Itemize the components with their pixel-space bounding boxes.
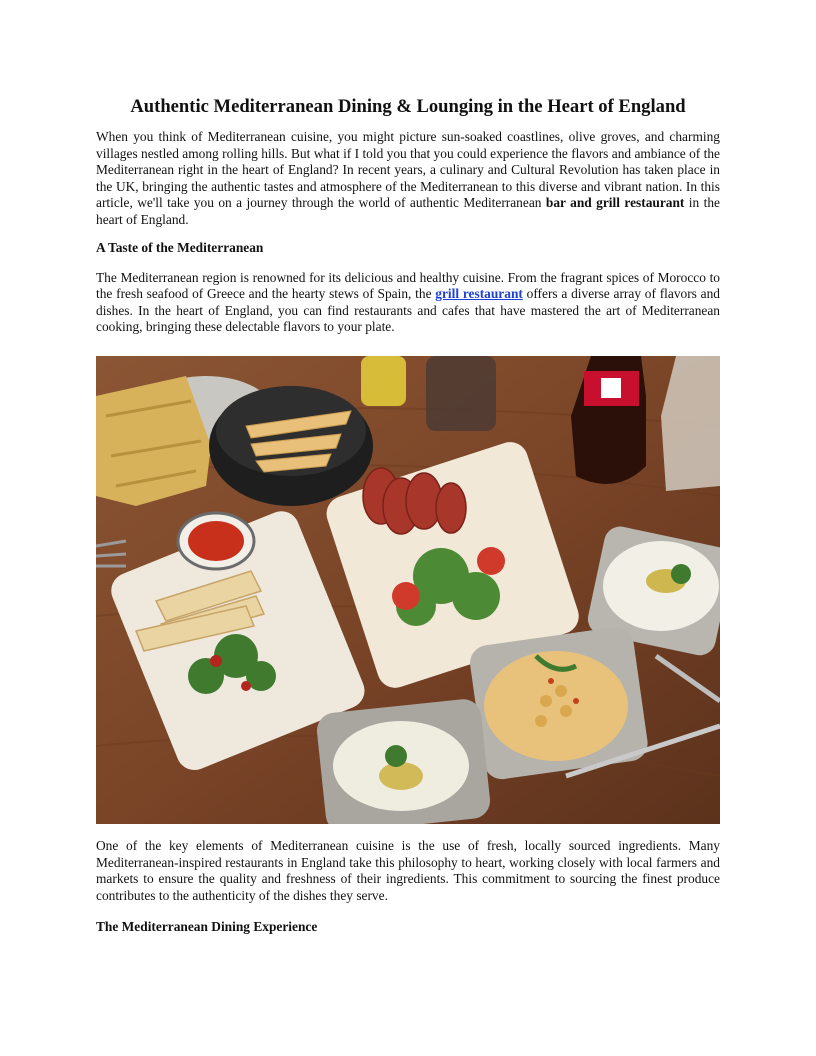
section-heading-taste: A Taste of the Mediterranean bbox=[96, 239, 264, 255]
intro-paragraph bbox=[96, 129, 720, 229]
section-heading-dining: The Mediterranean Dining Experience bbox=[96, 919, 318, 934]
food-photo bbox=[96, 356, 720, 824]
intro-bold: bar and grill restaurant bbox=[545, 195, 685, 211]
taste-paragraph bbox=[96, 270, 720, 336]
taste-text-before: The Mediterranean region is renowned for its delicious and healthy cuisine. From the fragrant spices of Morocco to the fresh seafood of Greece and the hearty stews of Spain, the bbox=[96, 269, 720, 302]
intro-tail: in the heart of England. bbox=[96, 195, 721, 227]
page-title: Authentic Mediterranean Dining & Lounging in the Heart of England bbox=[130, 96, 686, 117]
taste-text-after: offers a diverse array of flavors and dishes. In the heart of England, you can find restaurants and cafes that have mastered the art of Mediterranean cooking, bringing these delectable flavors to your plate. bbox=[96, 286, 720, 335]
grill-restaurant-link[interactable]: grill restaurant bbox=[435, 286, 523, 302]
intro-text: When you think of Mediterranean cuisine, you might picture sun-soaked coastlines, olive groves, and charming villages nestled among rolling hills. But what if I told you that you could experience the flavors and ambiance of the Mediterranean right in the heart of England? In recent years, a culinary and Cultural Revolution has taken place in the UK, bringing the authentic tastes and atmosphere of the Mediterranean to this diverse and vibrant nation. In this article, we'll take you on a journey through the world of authentic Mediterranean bbox=[96, 129, 720, 211]
sourcing-paragraph: One of the key elements of Mediterranean cuisine is the use of fresh, locally sourced ingredients. Many Mediterranean-inspired restaurants in England take this philosophy to heart, working closely with local farmers and markets to ensure the quality and freshness of their ingredients. This commitment to sourcing the finest produce contributes to the authenticity of the dishes they serve. bbox=[96, 838, 720, 903]
article bbox=[96, 96, 720, 336]
